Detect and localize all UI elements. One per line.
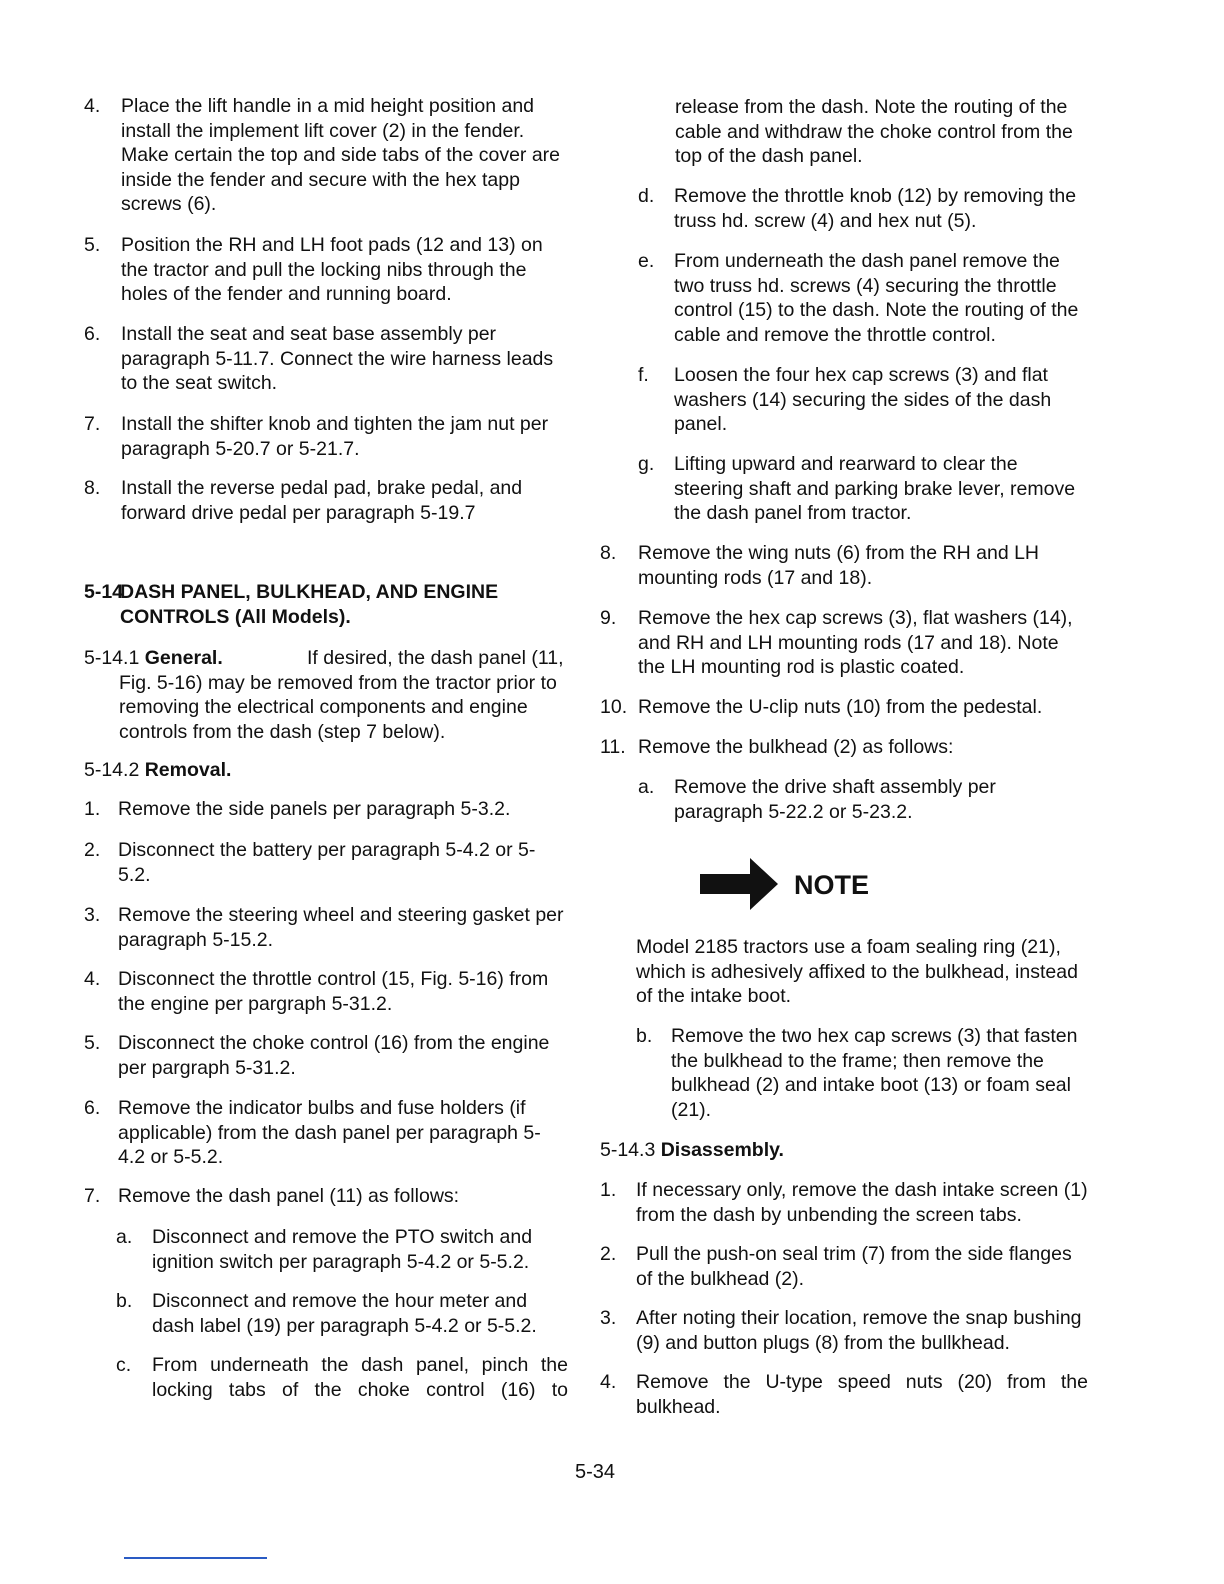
- substep-text: Remove the drive shaft assembly per paragraph 5-22.2 or 5-23.2.: [674, 776, 996, 823]
- step-number: 3.: [600, 1307, 617, 1329]
- dash-substep-e: [638, 249, 1088, 347]
- continued-step-4: [84, 94, 570, 217]
- section-title: DASH PANEL, BULKHEAD, AND ENGINE CONTROLS (All Models).: [120, 581, 499, 628]
- step-number: 4.: [84, 968, 101, 990]
- removal-label: Removal.: [144, 759, 232, 781]
- step-number: 5.: [84, 234, 101, 256]
- dash-substep-a: [116, 1225, 568, 1274]
- step-text: Pull the push-on seal trim (7) from the side flanges of the bulkhead (2).: [636, 1243, 1072, 1290]
- removal-step-6: [84, 1096, 570, 1170]
- step-text: Remove the wing nuts (6) from the RH and LH mounting rods (17 and 18).: [638, 542, 1040, 589]
- step-text: Remove the indicator bulbs and fuse holders (if applicable) from the dash panel per paragraph 5-4.2 or 5-5.2.: [118, 1097, 541, 1168]
- removal-step-3: [84, 903, 570, 952]
- note-arrow-icon: [700, 856, 782, 912]
- step-number: 6.: [84, 323, 101, 345]
- note-label: NOTE: [794, 870, 870, 900]
- substep-letter: b.: [636, 1025, 653, 1047]
- step-number: 9.: [600, 607, 617, 629]
- removal-step-8: [600, 541, 1088, 590]
- section-heading: [84, 580, 570, 629]
- substep-text: From underneath the dash panel, pinch the locking tabs of the choke control (16) to: [152, 1354, 568, 1401]
- general-text: If desired, the dash panel (11, Fig. 5-16) may be removed from the tractor prior to removing the electrical components and engine controls from the dash (step 7 below).: [119, 647, 564, 743]
- removal-heading: [84, 758, 570, 783]
- substep-text: Lifting upward and rearward to clear the steering shaft and parking brake lever, remove the dash panel from tractor.: [674, 453, 1076, 524]
- footer-rule: [124, 1557, 267, 1559]
- substep-letter: a.: [638, 776, 655, 798]
- note-text: [636, 935, 1086, 1009]
- step-text: Install the reverse pedal pad, brake pedal, and forward drive pedal per paragraph 5-19.7: [121, 477, 523, 524]
- step-text: Remove the hex cap screws (3), flat washers (14), and RH and LH mounting rods (17 and 18). Note the LH mounting rod is plastic coated.: [638, 607, 1073, 678]
- bulkhead-substep-b: [636, 1024, 1086, 1122]
- step-number: 2.: [600, 1243, 617, 1265]
- step-number: 5.: [84, 1032, 101, 1054]
- substep-letter: b.: [116, 1290, 133, 1312]
- removal-step-11: [600, 735, 1088, 760]
- step-text: Install the shifter knob and tighten the jam nut per paragraph 5-20.7 or 5-21.7.: [121, 413, 549, 460]
- disassembly-number: 5-14.3: [600, 1139, 656, 1161]
- step-number: 8.: [600, 542, 617, 564]
- step-text: Disconnect the battery per paragraph 5-4.2 or 5-5.2.: [118, 839, 536, 886]
- continuation-text: release from the dash. Note the routing of the cable and withdraw the choke control from the top of the dash panel.: [675, 96, 1073, 167]
- step-number: 4.: [84, 95, 101, 117]
- step-number: 1.: [84, 798, 101, 820]
- step-number: 1.: [600, 1179, 617, 1201]
- substep-letter: f.: [638, 364, 649, 386]
- dash-substep-f: [638, 363, 1088, 437]
- step-text: Remove the U-clip nuts (10) from the pedestal.: [638, 696, 1043, 718]
- step-text: Remove the side panels per paragraph 5-3.2.: [118, 798, 511, 820]
- substep-letter: c.: [116, 1354, 132, 1376]
- disassembly-label: Disassembly.: [660, 1139, 784, 1161]
- dash-substep-b: [116, 1289, 568, 1338]
- disassembly-step-4: [600, 1370, 1088, 1419]
- general-paragraph: [84, 646, 570, 744]
- removal-step-5: [84, 1031, 570, 1080]
- step-text: Remove the U-type speed nuts (20) from the bulkhead.: [636, 1371, 1088, 1418]
- removal-step-1: [84, 797, 570, 822]
- step-text: After noting their location, remove the snap bushing (9) and button plugs (8) from the bullkhead.: [636, 1307, 1082, 1354]
- substep-text: Loosen the four hex cap screws (3) and flat washers (14) securing the sides of the dash panel.: [674, 364, 1052, 435]
- step-text: Install the seat and seat base assembly per paragraph 5-11.7. Connect the wire harness leads to the seat switch.: [121, 323, 554, 394]
- bulkhead-substep-a: [638, 775, 1088, 824]
- removal-number: 5-14.2: [84, 759, 140, 781]
- disassembly-step-2: [600, 1242, 1088, 1291]
- substep-text: Disconnect and remove the hour meter and dash label (19) per paragraph 5-4.2 or 5-5.2.: [152, 1290, 537, 1337]
- step-number: 10.: [600, 696, 628, 718]
- removal-step-7: [84, 1184, 570, 1209]
- dash-substep-c: [116, 1353, 568, 1402]
- step-text: Remove the bulkhead (2) as follows:: [638, 736, 954, 758]
- step-number: 11.: [600, 736, 626, 758]
- step-text: If necessary only, remove the dash intake screen (1) from the dash by unbending the screen tabs.: [636, 1179, 1088, 1226]
- disassembly-step-3: [600, 1306, 1088, 1355]
- removal-step-9: [600, 606, 1088, 680]
- step-text: Remove the dash panel (11) as follows:: [118, 1185, 460, 1207]
- step-text: Disconnect the throttle control (15, Fig. 5-16) from the engine per pargraph 5-31.2.: [118, 968, 549, 1015]
- removal-step-10: [600, 695, 1088, 720]
- substep-letter: a.: [116, 1226, 133, 1248]
- step-number: 6.: [84, 1097, 101, 1119]
- general-label: General.: [144, 647, 223, 669]
- removal-step-4: [84, 967, 570, 1016]
- continued-step-8: [84, 476, 570, 525]
- substep-letter: g.: [638, 453, 655, 475]
- removal-step-2: [84, 838, 570, 887]
- step-number: 3.: [84, 904, 101, 926]
- step-number: 7.: [84, 1185, 101, 1207]
- general-number: 5-14.1: [84, 647, 140, 669]
- step-text: Disconnect the choke control (16) from the engine per pargraph 5-31.2.: [118, 1032, 550, 1079]
- dash-substep-d: [638, 184, 1088, 233]
- section-number: 5-14: [84, 581, 124, 603]
- substep-letter: e.: [638, 250, 655, 272]
- page-number: 5-34: [575, 1461, 616, 1483]
- disassembly-step-1: [600, 1178, 1088, 1227]
- step-text: Position the RH and LH foot pads (12 and 13) on the tractor and pull the locking nibs through the holes of the fender and running board.: [121, 234, 543, 305]
- substep-text: Disconnect and remove the PTO switch and ignition switch per paragraph 5-4.2 or 5-5.2.: [152, 1226, 533, 1273]
- step-text: Place the lift handle in a mid height position and install the implement lift cover (2) in the fender. Make certain the top and side tabs of the cover are inside the fender and secure with the hex tapp screws (6).: [121, 95, 561, 215]
- substep-text: Remove the two hex cap screws (3) that fasten the bulkhead to the frame; then remove the bulkhead (2) and intake boot (13) or foam seal (21).: [671, 1025, 1078, 1121]
- step-number: 2.: [84, 839, 101, 861]
- dash-substep-g: [638, 452, 1088, 526]
- step-number: 8.: [84, 477, 101, 499]
- step-text: Remove the steering wheel and steering gasket per paragraph 5-15.2.: [118, 904, 564, 951]
- continued-step-6: [84, 322, 570, 396]
- step-number: 4.: [600, 1371, 617, 1393]
- disassembly-heading: [600, 1138, 1088, 1163]
- continued-step-5: [84, 233, 570, 307]
- substep-text: Remove the throttle knob (12) by removing the truss hd. screw (4) and hex nut (5).: [674, 185, 1077, 232]
- continued-step-7: [84, 412, 570, 461]
- note-body: Model 2185 tractors use a foam sealing ring (21), which is adhesively affixed to the bulkhead, instead of the intake boot.: [636, 936, 1078, 1007]
- substep-letter: d.: [638, 185, 655, 207]
- step-number: 7.: [84, 413, 101, 435]
- substep-text: From underneath the dash panel remove the two truss hd. screws (4) securing the throttle control (15) to the dash. Note the routing of the cable and remove the throttle control.: [674, 250, 1079, 346]
- substep-c-continuation: [675, 95, 1088, 169]
